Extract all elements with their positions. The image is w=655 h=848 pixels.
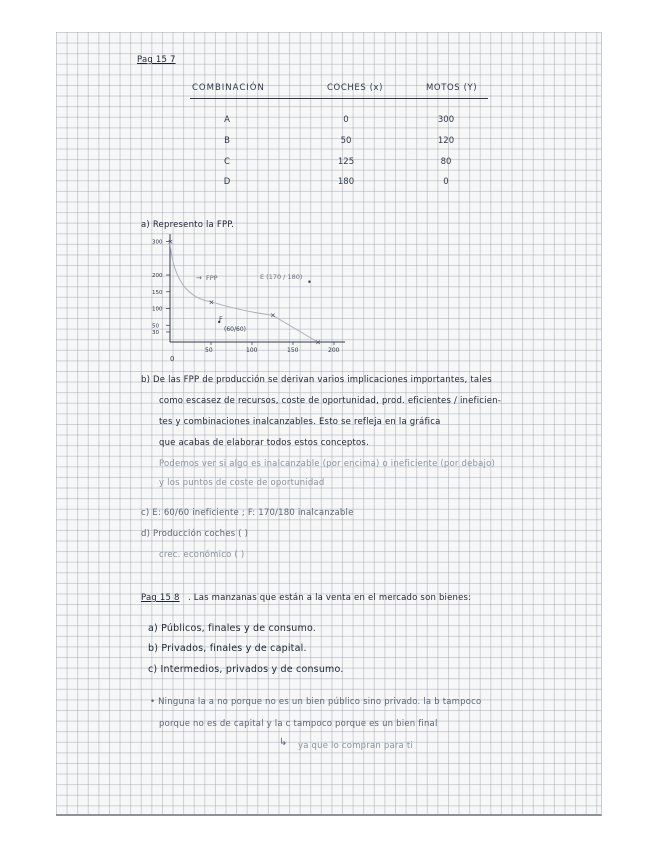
point-e-marker (308, 281, 310, 283)
page2-reference: Pag 15 8 (141, 593, 180, 603)
table-header-underline (190, 98, 488, 99)
y-tick-label: 50 (152, 323, 159, 330)
option-c: c) Intermedios, privados y de consumo. (148, 664, 344, 675)
ppf-point-marker: × (167, 238, 174, 246)
page-reference: Pag 15 7 (137, 55, 176, 65)
table-row-d-motos: 0 (443, 177, 449, 187)
x-tick-label: 100 (246, 347, 258, 354)
table-row-a-motos: 300 (437, 115, 455, 125)
table-row-c-coches: 125 (337, 157, 355, 167)
table-row-a-coches: 0 (343, 115, 349, 125)
part-b-faint-line-2: y los puntos de coste de oportunidad (159, 478, 325, 488)
table-row-d-label: D (223, 177, 231, 187)
y-tick-label: 200 (152, 273, 163, 279)
point-f-coords: (60/60) (224, 326, 246, 333)
y-tick-label: 100 (152, 306, 163, 313)
fpp-label: FPP (206, 274, 218, 282)
ppf-point-marker: × (208, 298, 215, 307)
point-e-label: E (170 / 180) (260, 273, 303, 281)
note-line-2: porque no es de capital y la c tampoco porque es un bien final (159, 719, 438, 729)
origin-label: 0 (170, 355, 175, 363)
note-tail: ya que lo compran para ti (298, 741, 413, 751)
part-d-line-1: d) Producción coches ( ) (141, 529, 249, 539)
part-b-faint-line-1: Podemos ver si algo es inalcanzable (por encima) o ineficiente (por debajo) (159, 459, 496, 469)
ppf-point-marker: × (315, 338, 321, 347)
x-tick-label: 200 (328, 347, 340, 354)
page2-question: . Las manzanas que están a la venta en el mercado son bienes: (188, 593, 472, 603)
part-b-line-3: tes y combinaciones inalcanzables. Esto se refleja en la gráfica (159, 417, 441, 427)
table-row-c-motos: 80 (440, 157, 452, 167)
x-tick-label: 150 (287, 347, 299, 354)
table-row-b-motos: 120 (437, 136, 455, 146)
ppf-graph (140, 230, 360, 365)
option-b: b) Privados, finales y de capital. (148, 643, 307, 654)
y-ticks (152, 240, 170, 336)
table-row-d-coches: 180 (337, 177, 355, 187)
table-row-c-label: C (224, 157, 230, 167)
fpp-arrow: → (196, 274, 202, 282)
table-header-coches: COCHES (x) (327, 83, 384, 93)
y-tick-label: 30 (152, 329, 159, 336)
part-b-line-1: b) De las FPP de producción se derivan varios implicaciones importantes, tales (141, 375, 492, 385)
part-a-heading: a) Represento la FPP. (141, 220, 235, 230)
table-header-combinacion: COMBINACIÓN (192, 83, 265, 93)
table-row-b-label: B (224, 136, 230, 146)
part-b-line-4: que acabas de elaborar todos estos conceptos. (159, 438, 369, 448)
table-header-motos: MOTOS (Y) (426, 83, 478, 93)
note-line-1: • Ninguna la a no porque no es un bien público sino privado. la b tampoco (150, 697, 482, 707)
table-row-a-label: A (224, 115, 230, 125)
note-arrow-icon: ↳ (279, 737, 288, 748)
y-tick-label: 300 (152, 239, 163, 246)
option-a: a) Públicos, finales y de consumo. (148, 623, 317, 634)
table-row-b-coches: 50 (340, 136, 352, 146)
y-tick-label: 150 (152, 289, 163, 296)
part-b-line-2: como escasez de recursos, coste de oportunidad, prod. eficientes / ineficien- (159, 396, 502, 406)
ppf-point-marker: × (270, 311, 276, 320)
part-d-line-2: crec. económico ( ) (159, 550, 245, 560)
part-c-answer: c) E: 60/60 ineficiente ; F: 170/180 inalcanzable (141, 508, 354, 518)
x-tick-label: 50 (205, 347, 213, 354)
point-f-letter: F (219, 315, 223, 323)
